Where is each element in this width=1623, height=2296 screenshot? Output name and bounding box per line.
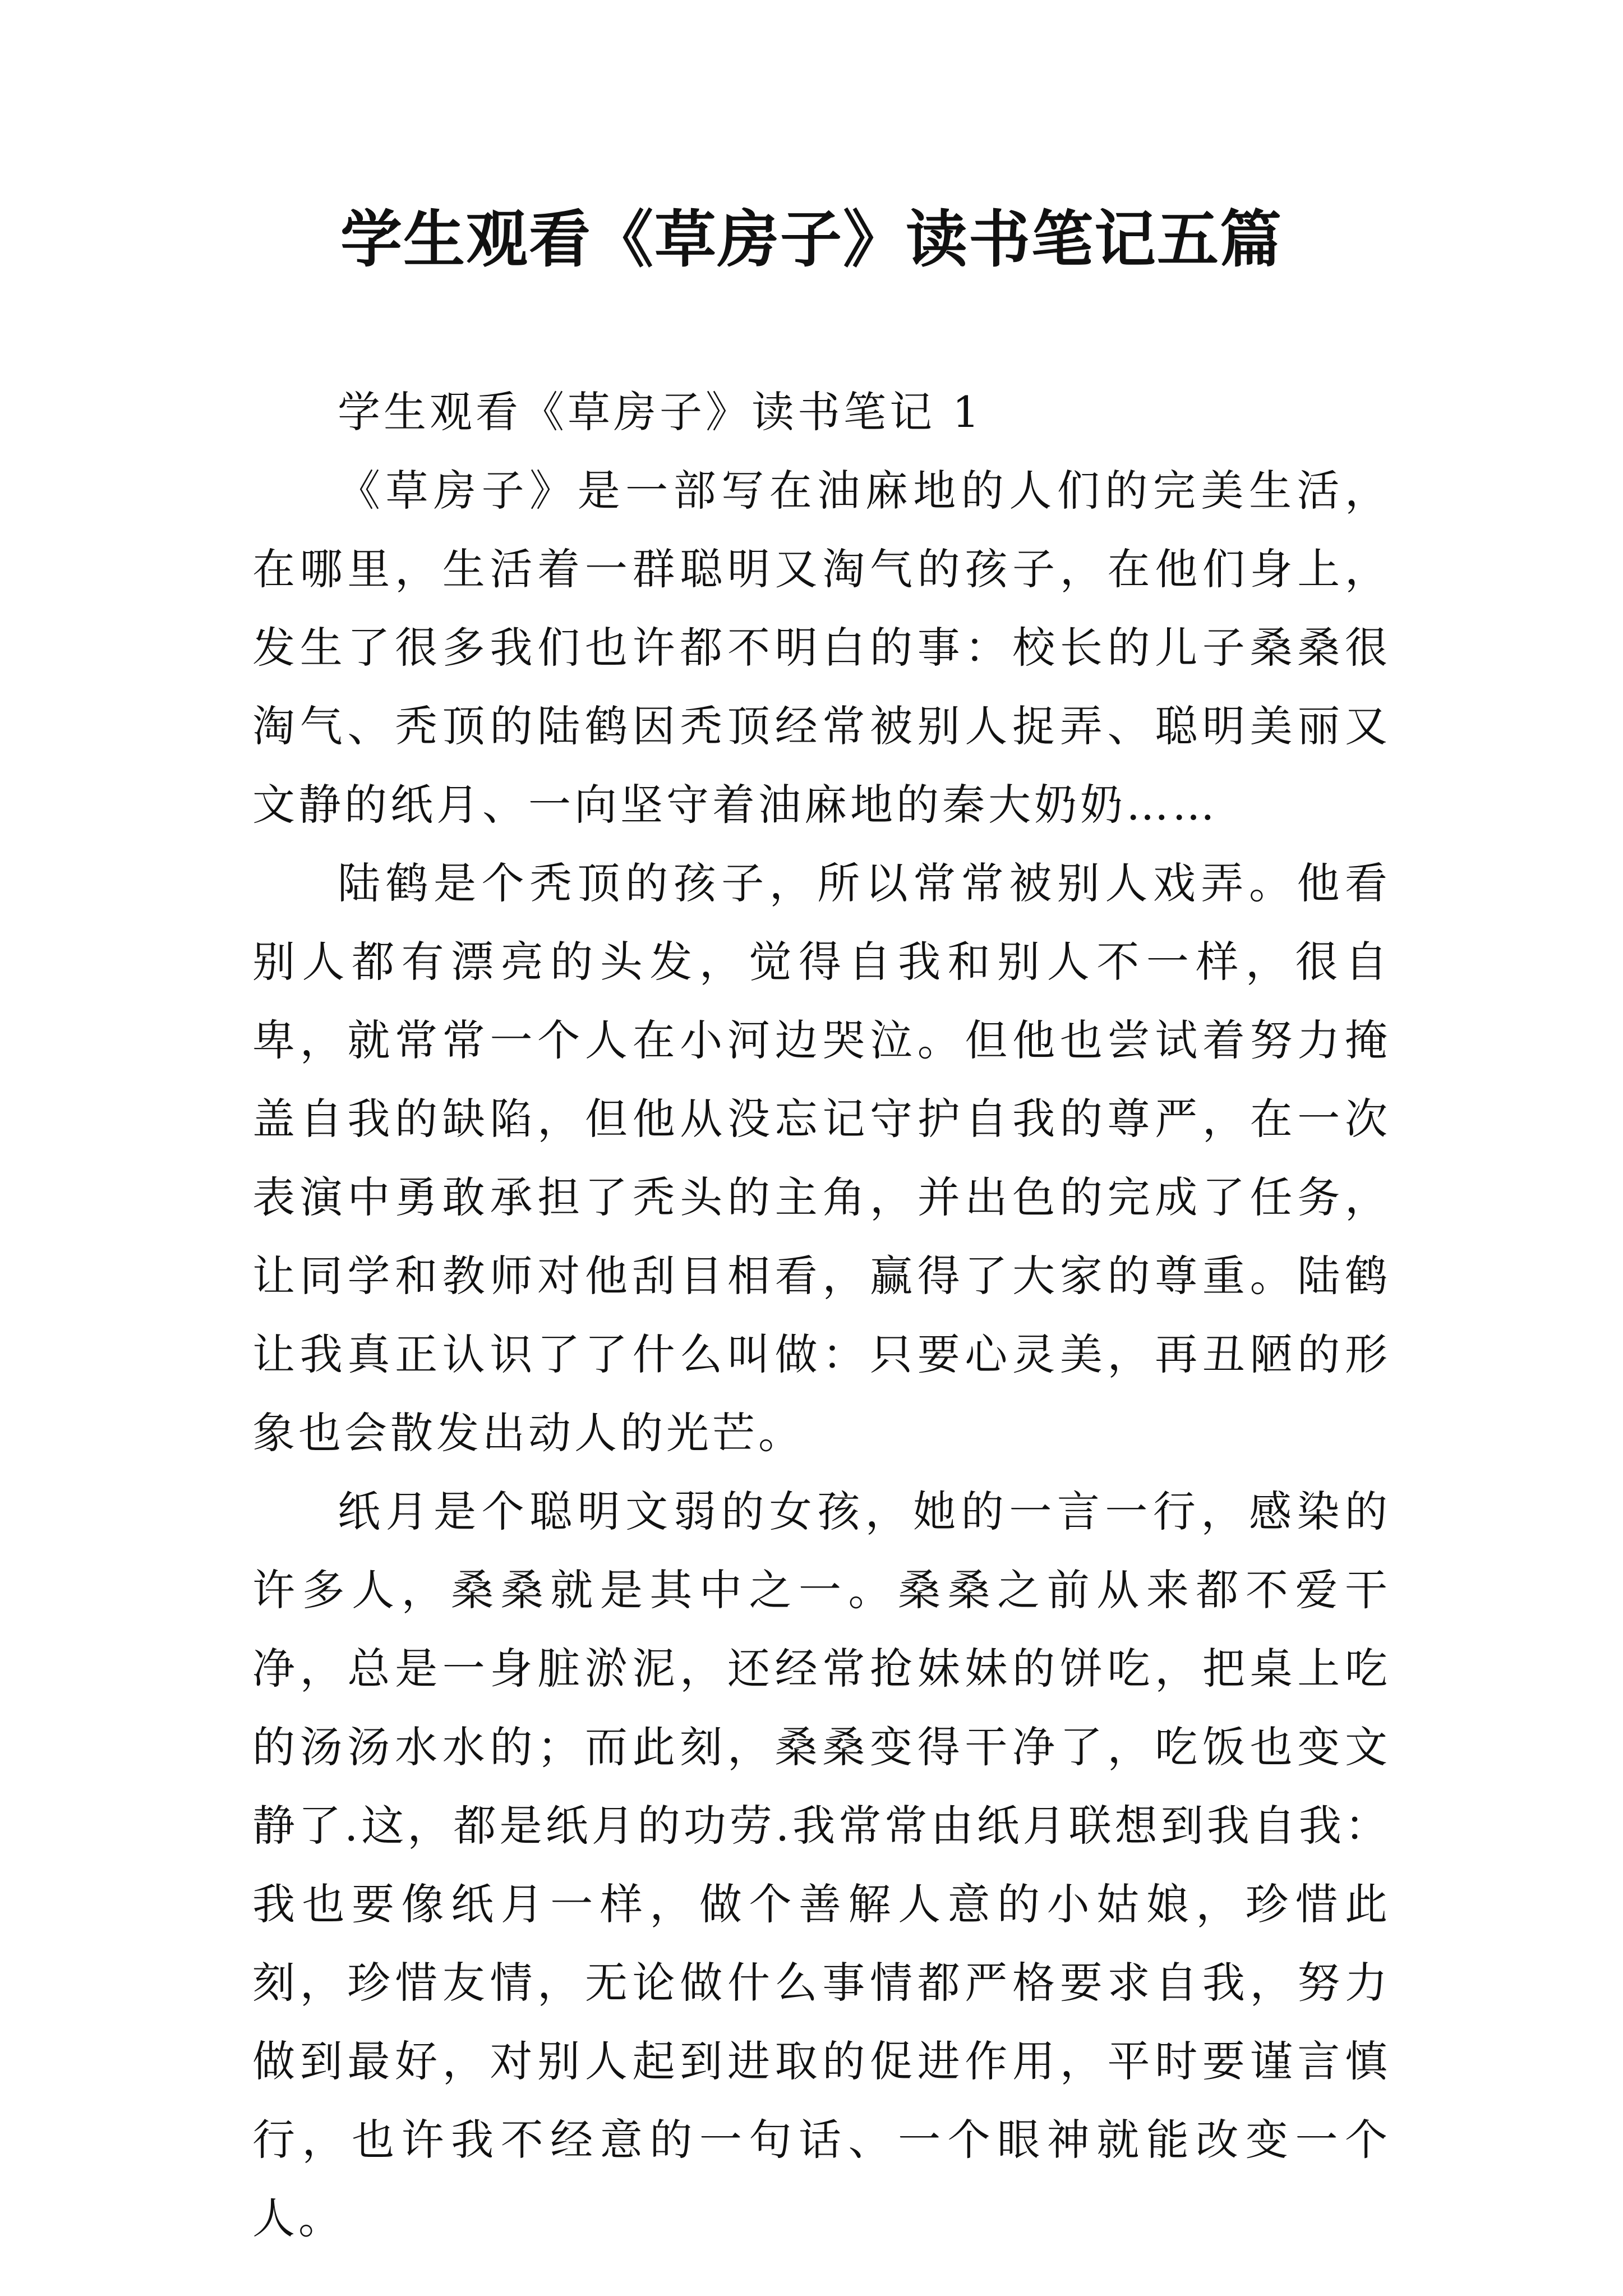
document-body	[252, 373, 1391, 2258]
paragraph-3: 纸月是个聪明文弱的女孩，她的一言一行，感染的许多人，桑桑就是其中之一。桑桑之前从来都不爱干净，总是一身脏淤泥，还经常抢妹妹的饼吃，把桌上吃的汤汤水水的；而此刻，桑桑变得干净了，吃饭也变文静了.这，都是纸月的功劳.我常常由纸月联想到我自我：我也要像纸月一样，做个善解人意的小姑娘，珍惜此刻，珍惜友情，无论做什么事情都严格要求自我，努力做到最好，对别人起到进取的促进作用，平时要谨言慎行，也许我不经意的一句话、一个眼神就能改变一个人。	[252, 1487, 1391, 2243]
document-title: 学生观看《草房子》读书笔记五篇	[340, 204, 1283, 275]
paragraph-2: 陆鹤是个秃顶的孩子，所以常常被别人戏弄。他看别人都有漂亮的头发，觉得自我和别人不一样，很自卑，就常常一个人在小河边哭泣。但他也尝试着努力掩盖自我的缺陷，但他从没忘记守护自我的尊严，在一次表演中勇敢承担了秃头的主角，并出色的完成了任务，让同学和教师对他刮目相看，赢得了大家的尊重。陆鹤让我真正认识了了什么叫做：只要心灵美，再丑陋的形象也会散发出动人的光芒。	[252, 858, 1391, 1458]
paragraph-1: 《草房子》是一部写在油麻地的人们的完美生活，在哪里，生活着一群聪明又淘气的孩子，在他们身上，发生了很多我们也许都不明白的事：校长的儿子桑桑很淘气、秃顶的陆鹤因秃顶经常被别人捉弄、聪明美丽又文静的纸月、一向坚守着油麻地的秦大奶奶……	[252, 466, 1391, 830]
section-heading: 学生观看《草房子》读书笔记 1	[338, 387, 983, 437]
